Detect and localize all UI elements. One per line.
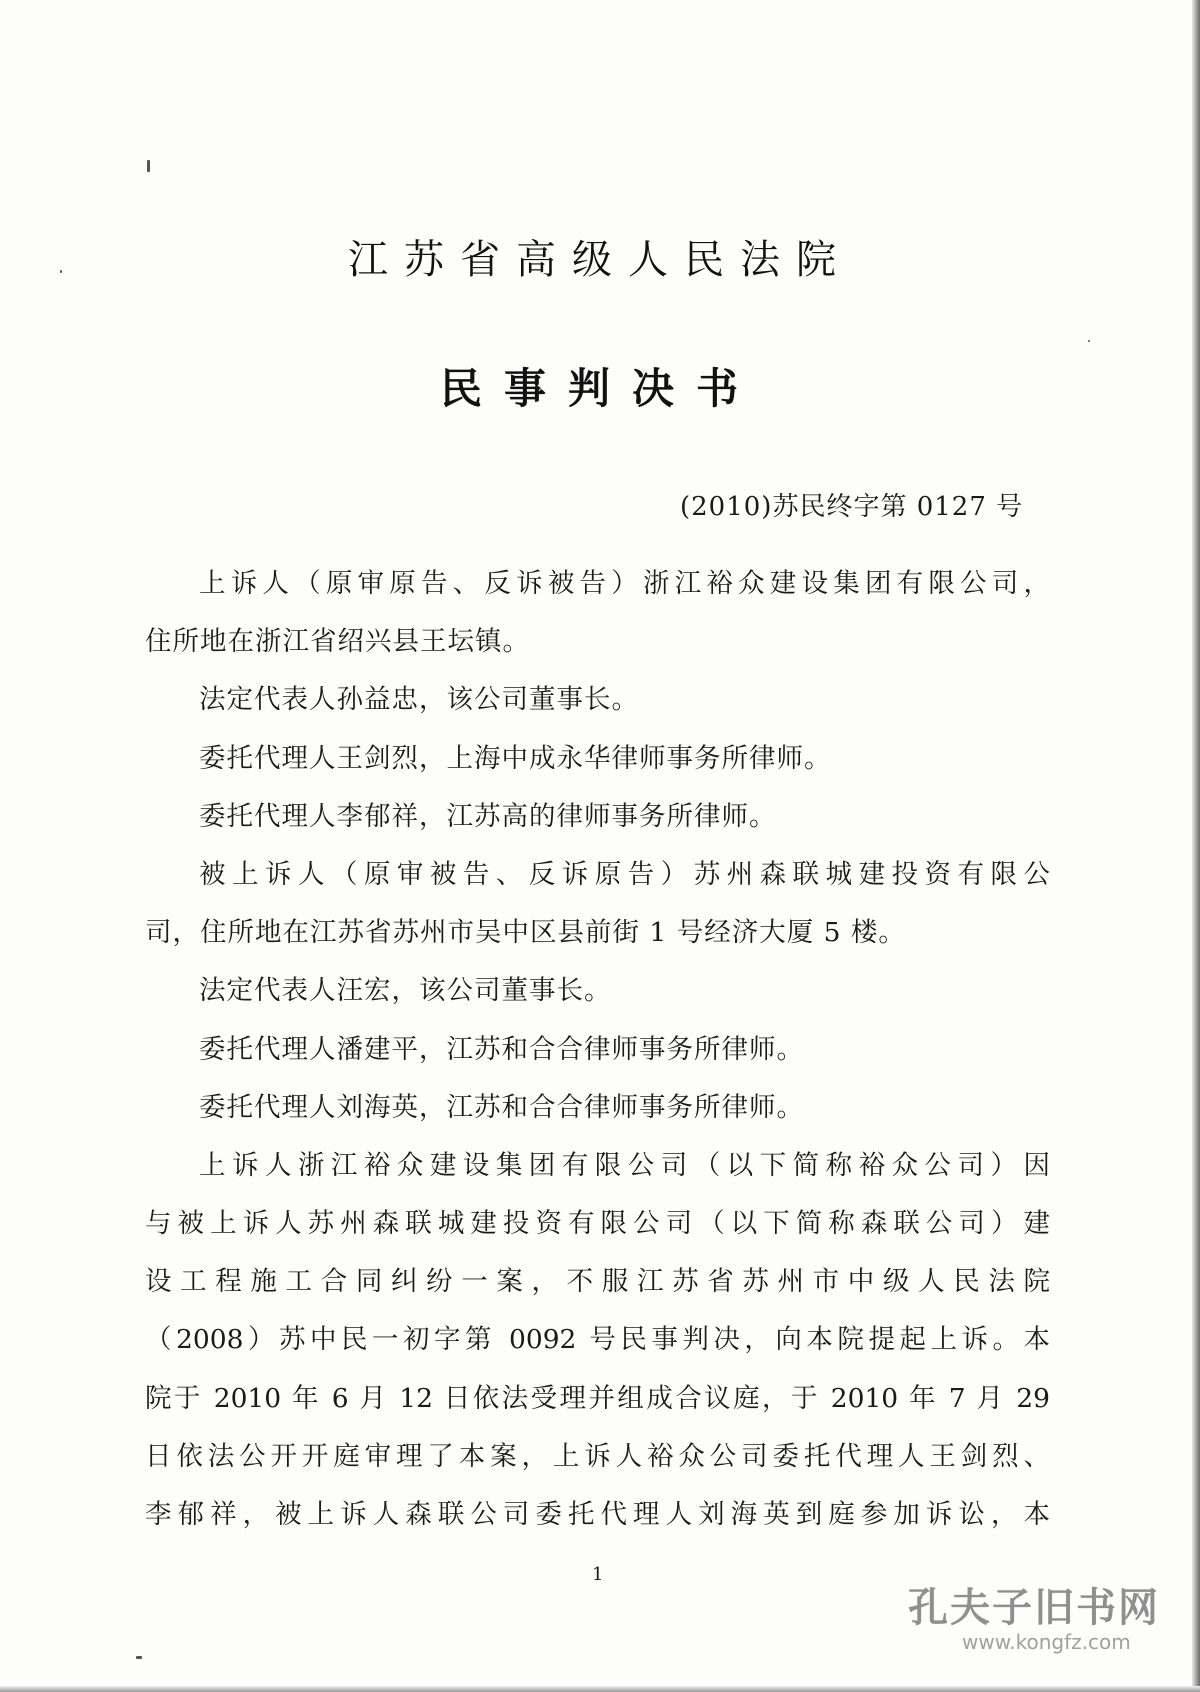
text-line: 委托代理人潘建平，江苏和合合律师事务所律师。 xyxy=(199,1033,804,1065)
scan-edge-bottom xyxy=(0,1686,1200,1692)
court-name: 江苏省高级人民法院 xyxy=(348,237,852,283)
document-type-title: 民事判决书 xyxy=(439,364,760,413)
text-line: 日依法公开开庭审理了本案，上诉人裕众公司委托代理人王剑烈、 xyxy=(145,1440,1050,1472)
text-line: 与被上诉人苏州森联城建投资有限公司（以下简称森联公司）建 xyxy=(145,1208,1050,1240)
scan-speck xyxy=(147,160,150,172)
judgment-body xyxy=(145,555,1050,1544)
text-line: 委托代理人王剑烈，上海中成永华律师事务所律师。 xyxy=(199,742,832,774)
text-line: 上诉人（原审原告、反诉被告）浙江裕众建设集团有限公司， xyxy=(199,568,1050,599)
text-line: 设工程施工合同纠纷一案，不服江苏省苏州市中级人民法院 xyxy=(145,1266,1050,1298)
watermark-url: www.kongfz.com xyxy=(962,1630,1131,1654)
text-line: 被上诉人（原审被告、反诉原告）苏州森联城建投资有限公 xyxy=(199,858,1050,890)
text-line: （2008）苏中民一初字第 0092 号民事判决，向本院提起上诉。本 xyxy=(145,1324,1050,1356)
scan-speck xyxy=(136,1656,142,1659)
text-line: 住所地在浙江省绍兴县王坛镇。 xyxy=(145,626,530,658)
text-line: 委托代理人刘海英，江苏和合合律师事务所律师。 xyxy=(199,1091,804,1123)
text-line: 司，住所地在江苏省苏州市吴中区县前街 1 号经济大厦 5 楼。 xyxy=(145,917,906,949)
text-line: 上诉人浙江裕众建设集团有限公司（以下简称裕众公司）因 xyxy=(199,1149,1050,1181)
text-line: 李郁祥，被上诉人森联公司委托代理人刘海英到庭参加诉讼，本 xyxy=(145,1499,1050,1530)
text-line: 委托代理人李郁祥，江苏高的律师事务所律师。 xyxy=(199,800,777,832)
text-line: 法定代表人汪宏，该公司董事长。 xyxy=(199,975,612,1007)
text-line: 院于 2010 年 6 月 12 日依法受理并组成合议庭，于 2010 年 7 月 29 xyxy=(145,1382,1050,1414)
text-line: 法定代表人孙益忠，该公司董事长。 xyxy=(199,684,639,716)
watermark-logo: 孔夫子旧书网 xyxy=(908,1585,1160,1631)
case-number: (2010)苏民终字第 0127 号 xyxy=(680,492,1024,522)
scan-speck xyxy=(1088,340,1090,342)
page-number: 1 xyxy=(592,1564,604,1585)
